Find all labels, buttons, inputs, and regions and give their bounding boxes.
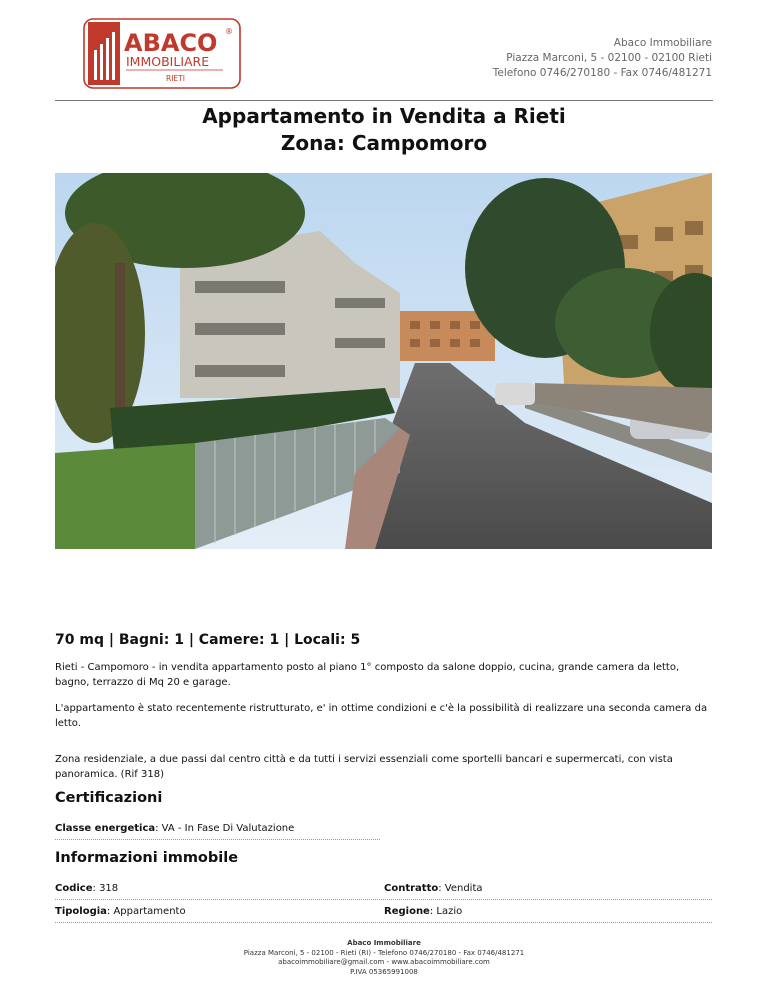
description-paragraph-1: Rieti - Campomoro - in vendita appartamento posto al piano 1° composto da salone doppio, cucina, grande camera da letto, bagno, terrazzo di Mq 20 e garage. [55,662,680,688]
logo-city: RIETI [166,74,185,83]
regione-field: Regione: Lazio [384,906,463,917]
svg-text:®: ® [225,27,233,36]
property-info-heading: Informazioni immobile [55,850,239,866]
logo-subtitle: IMMOBILIARE [126,54,210,69]
agency-name: Abaco Immobiliare [613,37,712,49]
agency-phone: Telefono 0746/270180 - Fax 0746/481271 [492,67,712,79]
tipologia-field: Tipologia: Appartamento [55,906,186,917]
agency-address: Piazza Marconi, 5 - 02100 - 02100 Rieti [506,52,712,64]
page-title: Appartamento in Vendita a Rieti Zona: Campomoro [202,104,566,155]
field-divider [55,899,712,900]
property-features: 70 mq | Bagni: 1 | Camere: 1 | Locali: 5 [55,632,361,648]
footer-address: Piazza Marconi, 5 - 02100 - Rieti (RI) - Telefono 0746/270180 - Fax 0746/481271 [243,948,525,957]
footer-agency-name: Abaco Immobiliare [347,939,421,947]
header-divider [55,100,713,101]
description-paragraph-3: Zona residenziale, a due passi dal centro città e da tutti i servizi essenziali come sportelli bancari e supermercati, con vista panoramica. (Rif 318) [55,754,673,780]
description-paragraph-2: L'appartamento è stato recentemente ristrutturato, e' in ottime condizioni e c'è la possibilità di realizzare una seconda camera da letto. [55,703,708,729]
certifications-heading: Certificazioni [55,790,163,806]
page-footer [0,939,768,977]
codice-field: Codice: 318 [55,883,119,894]
energy-class-value: : VA - In Fase Di Valutazione [155,823,295,834]
energy-class-label: Classe energetica [55,823,156,834]
agency-logo [83,18,241,89]
contratto-field: Contratto: Vendita [384,883,483,894]
field-divider [55,922,712,923]
energy-class-field [55,823,294,834]
footer-contacts: abacoimmobiliare@gmail.com - www.abacoimmobiliare.com [278,958,490,966]
logo-brand: ABACO [124,29,218,57]
footer-vat: P.IVA 05365991008 [350,967,418,976]
property-photo [55,173,712,549]
field-divider [55,839,380,840]
agency-contact [493,36,712,81]
